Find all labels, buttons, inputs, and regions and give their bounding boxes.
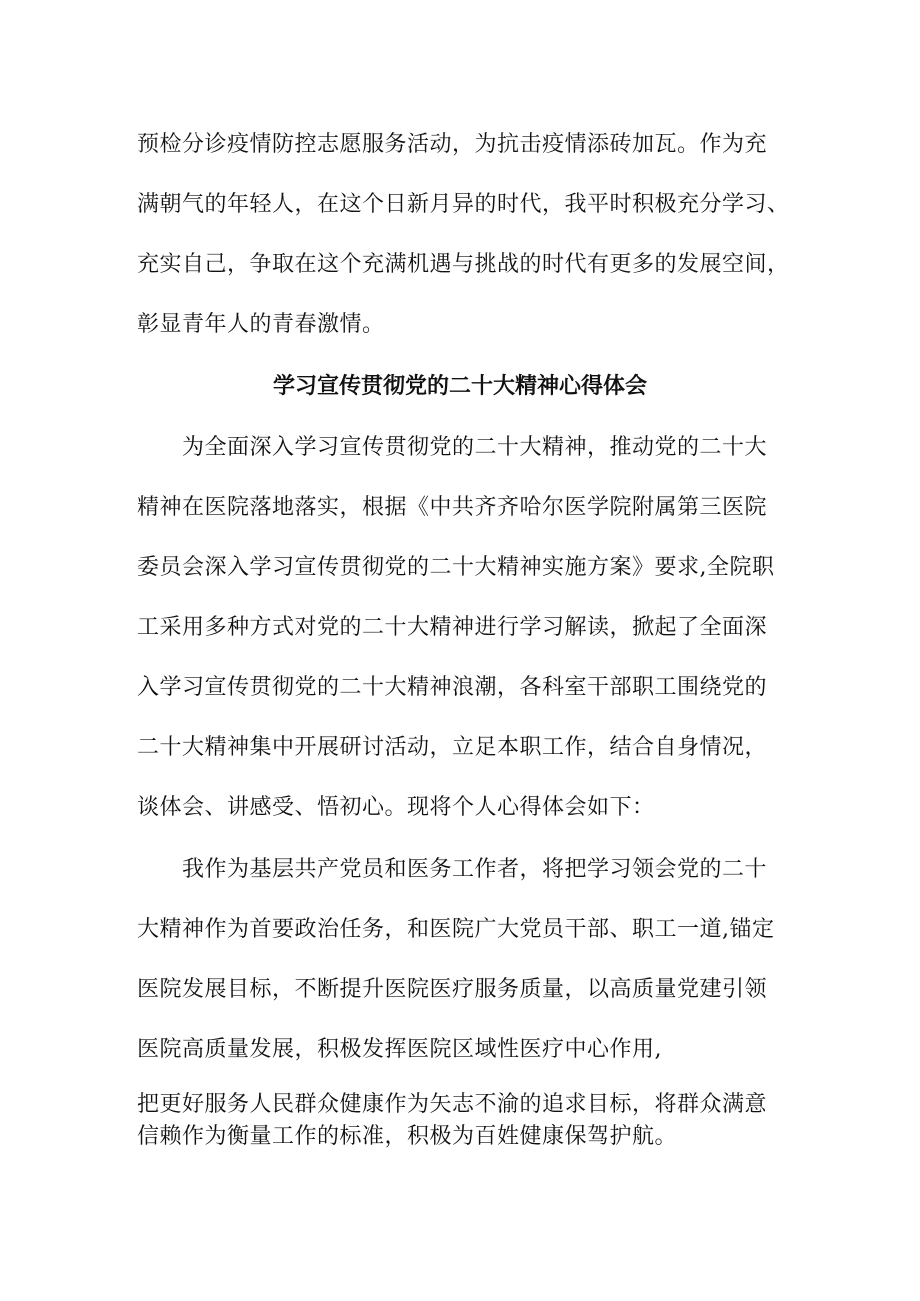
paragraph-1-line-4: 彰显青年人的青春激情。	[137, 312, 385, 337]
paragraph-1-line-1: 预检分诊疫情防控志愿服务活动，为抗击疫情添砖加瓦。作为充	[137, 132, 768, 157]
paragraph-2-line-3: 委员会深入学习宣传贯彻党的二十大精神实施方案》要求,全院职	[137, 555, 775, 580]
paragraph-2-line-5: 入学习宣传贯彻党的二十大精神浪潮，各科室干部职工围绕党的	[137, 675, 768, 700]
paragraph-3-line-4: 医院高质量发展，积极发挥医院区域性医疗中心作用,	[137, 1037, 662, 1062]
paragraph-2-line-6: 二十大精神集中开展研讨活动，立足本职工作，结合自身情况，	[137, 735, 768, 760]
paragraph-3-line-2: 大精神作为首要政治任务，和医院广大党员干部、职工一道,锚定	[137, 917, 775, 942]
paragraph-2-line-1: 为全面深入学习宣传贯彻党的二十大精神，推动党的二十大	[182, 435, 768, 460]
paragraph-1-line-3: 充实自己，争取在这个充满机遇与挑战的时代有更多的发展空间，	[137, 252, 790, 277]
paragraph-2-line-7: 谈体会、讲感受、悟初心。现将个人心得体会如下：	[137, 795, 655, 820]
paragraph-1-line-2: 满朝气的年轻人，在这个日新月异的时代，我平时积极充分学习、	[137, 192, 790, 217]
paragraph-2-line-4: 工采用多种方式对党的二十大精神进行学习解读，掀起了全面深	[137, 615, 768, 640]
paragraph-3-line-6: 信赖作为衡量工作的标准，积极为百姓健康保驾护航。	[137, 1124, 678, 1149]
paragraph-3-line-3: 医院发展目标，不断提升医院医疗服务质量，以高质量党建引领	[137, 977, 768, 1002]
paragraph-3-line-1: 我作为基层共产党员和医务工作者，将把学习领会党的二十	[182, 857, 768, 882]
paragraph-2-line-2: 精神在医院落地落实，根据《中共齐齐哈尔医学院附属第三医院	[137, 495, 768, 520]
section-title: 学习宣传贯彻党的二十大精神心得体会	[272, 373, 647, 399]
paragraph-3-line-5: 把更好服务人民群众健康作为矢志不渝的追求目标，将群众满意	[137, 1092, 768, 1117]
